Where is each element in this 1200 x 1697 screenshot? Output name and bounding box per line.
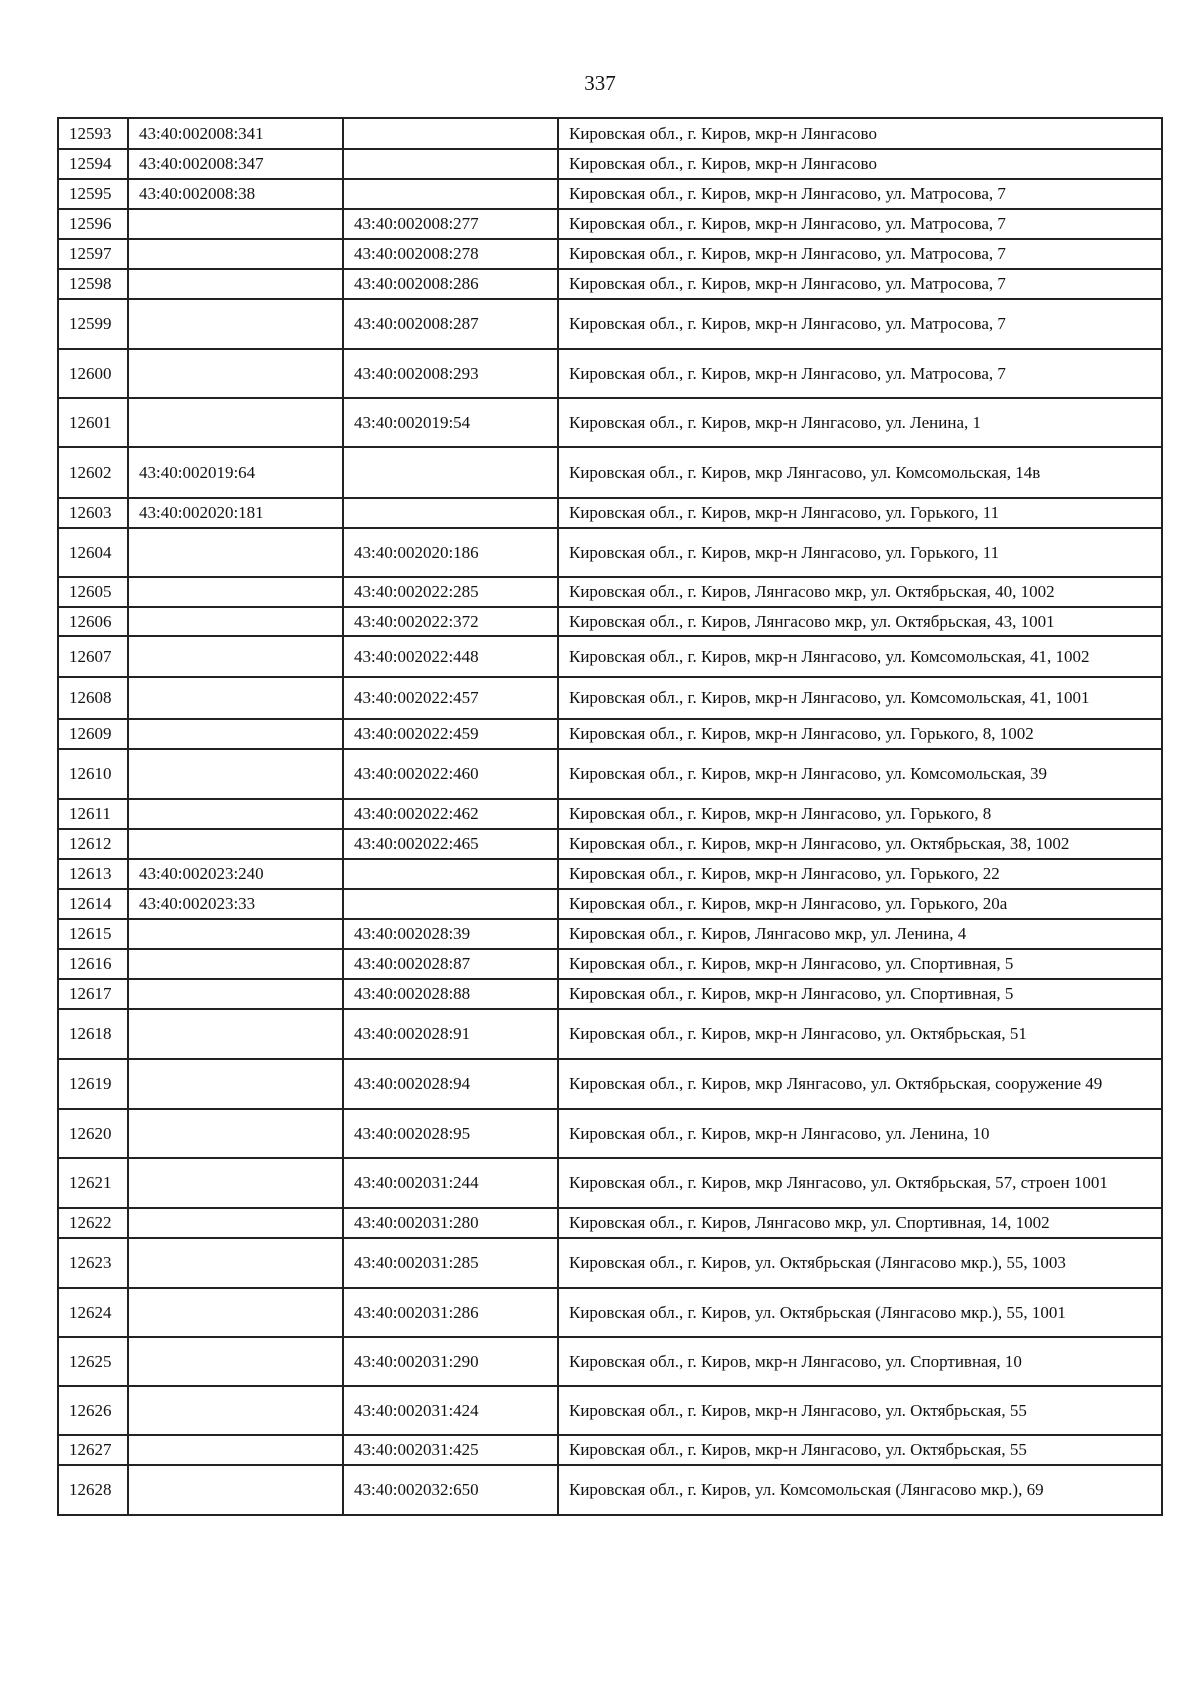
address-cell: Кировская обл., г. Киров, мкр-н Лянгасово, ул. Октябрьская, 55	[558, 1435, 1162, 1465]
table-row	[58, 239, 1162, 269]
row-number-cell: 12603	[58, 498, 128, 528]
object-cadastral-number-cell: 43:40:002028:91	[343, 1009, 558, 1059]
parcel-cadastral-number-cell	[128, 1465, 343, 1515]
address-cell: Кировская обл., г. Киров, мкр-н Лянгасово, ул. Спортивная, 10	[558, 1337, 1162, 1386]
table-row	[58, 269, 1162, 299]
object-cadastral-number-cell: 43:40:002028:95	[343, 1109, 558, 1158]
parcel-cadastral-number-cell	[128, 919, 343, 949]
parcel-cadastral-number-cell	[128, 1238, 343, 1288]
parcel-cadastral-number-cell	[128, 1337, 343, 1386]
row-number-cell: 12607	[58, 636, 128, 677]
table-row	[58, 677, 1162, 719]
object-cadastral-number-cell	[343, 447, 558, 498]
object-cadastral-number-cell	[343, 859, 558, 889]
row-number-cell: 12617	[58, 979, 128, 1009]
object-cadastral-number-cell: 43:40:002028:39	[343, 919, 558, 949]
address-cell: Кировская обл., г. Киров, мкр-н Лянгасово, ул. Матросова, 7	[558, 239, 1162, 269]
table-row	[58, 636, 1162, 677]
object-cadastral-number-cell: 43:40:002008:277	[343, 209, 558, 239]
address-cell: Кировская обл., г. Киров, Лянгасово мкр, ул. Октябрьская, 43, 1001	[558, 607, 1162, 636]
table-row	[58, 398, 1162, 447]
object-cadastral-number-cell	[343, 179, 558, 209]
row-number-cell: 12628	[58, 1465, 128, 1515]
address-cell: Кировская обл., г. Киров, мкр-н Лянгасово, ул. Спортивная, 5	[558, 949, 1162, 979]
row-number-cell: 12611	[58, 799, 128, 829]
table-row	[58, 149, 1162, 179]
object-cadastral-number-cell: 43:40:002028:88	[343, 979, 558, 1009]
table-row	[58, 829, 1162, 859]
address-cell: Кировская обл., г. Киров, Лянгасово мкр, ул. Спортивная, 14, 1002	[558, 1208, 1162, 1238]
address-cell: Кировская обл., г. Киров, мкр-н Лянгасово, ул. Комсомольская, 41, 1002	[558, 636, 1162, 677]
parcel-cadastral-number-cell	[128, 607, 343, 636]
parcel-cadastral-number-cell: 43:40:002020:181	[128, 498, 343, 528]
object-cadastral-number-cell: 43:40:002028:94	[343, 1059, 558, 1109]
object-cadastral-number-cell: 43:40:002031:424	[343, 1386, 558, 1435]
row-number-cell: 12597	[58, 239, 128, 269]
table-row	[58, 1059, 1162, 1109]
table-row	[58, 299, 1162, 349]
row-number-cell: 12609	[58, 719, 128, 749]
table-row	[58, 859, 1162, 889]
object-cadastral-number-cell: 43:40:002031:280	[343, 1208, 558, 1238]
parcel-cadastral-number-cell	[128, 239, 343, 269]
row-number-cell: 12615	[58, 919, 128, 949]
parcel-cadastral-number-cell	[128, 829, 343, 859]
address-cell: Кировская обл., г. Киров, мкр-н Лянгасово, ул. Матросова, 7	[558, 349, 1162, 398]
parcel-cadastral-number-cell: 43:40:002008:341	[128, 118, 343, 149]
row-number-cell: 12596	[58, 209, 128, 239]
table-row	[58, 577, 1162, 607]
table-row	[58, 1238, 1162, 1288]
parcel-cadastral-number-cell	[128, 1158, 343, 1208]
object-cadastral-number-cell: 43:40:002031:244	[343, 1158, 558, 1208]
address-cell: Кировская обл., г. Киров, Лянгасово мкр, ул. Ленина, 4	[558, 919, 1162, 949]
parcel-cadastral-number-cell	[128, 269, 343, 299]
address-cell: Кировская обл., г. Киров, мкр-н Лянгасово, ул. Комсомольская, 39	[558, 749, 1162, 799]
address-cell: Кировская обл., г. Киров, мкр-н Лянгасово, ул. Спортивная, 5	[558, 979, 1162, 1009]
object-cadastral-number-cell: 43:40:002008:287	[343, 299, 558, 349]
parcel-cadastral-number-cell	[128, 1288, 343, 1337]
object-cadastral-number-cell: 43:40:002028:87	[343, 949, 558, 979]
parcel-cadastral-number-cell	[128, 209, 343, 239]
parcel-cadastral-number-cell	[128, 1109, 343, 1158]
table-row	[58, 1009, 1162, 1059]
row-number-cell: 12608	[58, 677, 128, 719]
address-cell: Кировская обл., г. Киров, мкр-н Лянгасово, ул. Октябрьская, 38, 1002	[558, 829, 1162, 859]
row-number-cell: 12619	[58, 1059, 128, 1109]
address-cell: Кировская обл., г. Киров, мкр-н Лянгасово, ул. Октябрьская, 55	[558, 1386, 1162, 1435]
parcel-cadastral-number-cell	[128, 528, 343, 577]
row-number-cell: 12624	[58, 1288, 128, 1337]
row-number-cell: 12625	[58, 1337, 128, 1386]
row-number-cell: 12623	[58, 1238, 128, 1288]
table-row	[58, 498, 1162, 528]
object-cadastral-number-cell: 43:40:002031:285	[343, 1238, 558, 1288]
row-number-cell: 12593	[58, 118, 128, 149]
parcel-cadastral-number-cell	[128, 799, 343, 829]
row-number-cell: 12627	[58, 1435, 128, 1465]
parcel-cadastral-number-cell	[128, 1059, 343, 1109]
parcel-cadastral-number-cell	[128, 1208, 343, 1238]
address-cell: Кировская обл., г. Киров, ул. Октябрьская (Лянгасово мкр.), 55, 1003	[558, 1238, 1162, 1288]
address-cell: Кировская обл., г. Киров, мкр-н Лянгасово, ул. Комсомольская, 41, 1001	[558, 677, 1162, 719]
address-cell: Кировская обл., г. Киров, мкр-н Лянгасово, ул. Ленина, 1	[558, 398, 1162, 447]
row-number-cell: 12610	[58, 749, 128, 799]
parcel-cadastral-number-cell	[128, 349, 343, 398]
parcel-cadastral-number-cell: 43:40:002008:38	[128, 179, 343, 209]
row-number-cell: 12621	[58, 1158, 128, 1208]
object-cadastral-number-cell: 43:40:002031:286	[343, 1288, 558, 1337]
object-cadastral-number-cell: 43:40:002022:372	[343, 607, 558, 636]
row-number-cell: 12626	[58, 1386, 128, 1435]
object-cadastral-number-cell: 43:40:002031:425	[343, 1435, 558, 1465]
address-cell: Кировская обл., г. Киров, мкр Лянгасово, ул. Комсомольская, 14в	[558, 447, 1162, 498]
address-cell: Кировская обл., г. Киров, мкр-н Лянгасово, ул. Матросова, 7	[558, 299, 1162, 349]
row-number-cell: 12616	[58, 949, 128, 979]
row-number-cell: 12595	[58, 179, 128, 209]
table-row	[58, 799, 1162, 829]
object-cadastral-number-cell: 43:40:002022:460	[343, 749, 558, 799]
row-number-cell: 12618	[58, 1009, 128, 1059]
table-row	[58, 749, 1162, 799]
parcel-cadastral-number-cell	[128, 677, 343, 719]
page-number: 337	[584, 71, 616, 95]
parcel-cadastral-number-cell	[128, 299, 343, 349]
object-cadastral-number-cell	[343, 889, 558, 919]
parcel-cadastral-number-cell	[128, 979, 343, 1009]
table-row	[58, 1288, 1162, 1337]
table-row	[58, 349, 1162, 398]
parcel-cadastral-number-cell	[128, 1386, 343, 1435]
address-cell: Кировская обл., г. Киров, мкр-н Лянгасово	[558, 118, 1162, 149]
row-number-cell: 12601	[58, 398, 128, 447]
parcel-cadastral-number-cell	[128, 949, 343, 979]
address-cell: Кировская обл., г. Киров, мкр Лянгасово, ул. Октябрьская, 57, строен 1001	[558, 1158, 1162, 1208]
table-row	[58, 919, 1162, 949]
object-cadastral-number-cell: 43:40:002008:293	[343, 349, 558, 398]
row-number-cell: 12614	[58, 889, 128, 919]
parcel-cadastral-number-cell	[128, 1435, 343, 1465]
address-cell: Кировская обл., г. Киров, мкр-н Лянгасово, ул. Матросова, 7	[558, 269, 1162, 299]
table-row	[58, 1337, 1162, 1386]
table-row	[58, 1208, 1162, 1238]
address-cell: Кировская обл., г. Киров, ул. Октябрьская (Лянгасово мкр.), 55, 1001	[558, 1288, 1162, 1337]
object-cadastral-number-cell: 43:40:002019:54	[343, 398, 558, 447]
object-cadastral-number-cell: 43:40:002008:286	[343, 269, 558, 299]
table-row	[58, 1435, 1162, 1465]
row-number-cell: 12606	[58, 607, 128, 636]
row-number-cell: 12605	[58, 577, 128, 607]
table-row	[58, 889, 1162, 919]
object-cadastral-number-cell: 43:40:002008:278	[343, 239, 558, 269]
table-row	[58, 607, 1162, 636]
table-row	[58, 209, 1162, 239]
object-cadastral-number-cell: 43:40:002022:465	[343, 829, 558, 859]
row-number-cell: 12600	[58, 349, 128, 398]
address-cell: Кировская обл., г. Киров, ул. Комсомольская (Лянгасово мкр.), 69	[558, 1465, 1162, 1515]
parcel-cadastral-number-cell: 43:40:002008:347	[128, 149, 343, 179]
row-number-cell: 12599	[58, 299, 128, 349]
table-row	[58, 979, 1162, 1009]
object-cadastral-number-cell: 43:40:002022:457	[343, 677, 558, 719]
table-row	[58, 528, 1162, 577]
row-number-cell: 12598	[58, 269, 128, 299]
parcel-cadastral-number-cell	[128, 749, 343, 799]
address-cell: Кировская обл., г. Киров, мкр-н Лянгасово, ул. Матросова, 7	[558, 209, 1162, 239]
object-cadastral-number-cell: 43:40:002022:285	[343, 577, 558, 607]
address-cell: Кировская обл., г. Киров, Лянгасово мкр, ул. Октябрьская, 40, 1002	[558, 577, 1162, 607]
parcel-cadastral-number-cell	[128, 636, 343, 677]
parcel-cadastral-number-cell: 43:40:002023:240	[128, 859, 343, 889]
address-cell: Кировская обл., г. Киров, мкр-н Лянгасово, ул. Матросова, 7	[558, 179, 1162, 209]
object-cadastral-number-cell: 43:40:002022:459	[343, 719, 558, 749]
row-number-cell: 12620	[58, 1109, 128, 1158]
object-cadastral-number-cell	[343, 498, 558, 528]
address-cell: Кировская обл., г. Киров, мкр-н Лянгасово, ул. Октябрьская, 51	[558, 1009, 1162, 1059]
object-cadastral-number-cell: 43:40:002022:448	[343, 636, 558, 677]
table-row	[58, 1386, 1162, 1435]
row-number-cell: 12602	[58, 447, 128, 498]
table-row	[58, 1465, 1162, 1515]
parcel-cadastral-number-cell	[128, 398, 343, 447]
parcel-cadastral-number-cell	[128, 577, 343, 607]
row-number-cell: 12612	[58, 829, 128, 859]
object-cadastral-number-cell: 43:40:002022:462	[343, 799, 558, 829]
address-cell: Кировская обл., г. Киров, мкр-н Лянгасово, ул. Горького, 8	[558, 799, 1162, 829]
address-cell: Кировская обл., г. Киров, мкр-н Лянгасово, ул. Горького, 22	[558, 859, 1162, 889]
address-cell: Кировская обл., г. Киров, мкр-н Лянгасово, ул. Горького, 8, 1002	[558, 719, 1162, 749]
table-row	[58, 1158, 1162, 1208]
table-row	[58, 949, 1162, 979]
row-number-cell: 12594	[58, 149, 128, 179]
parcel-cadastral-number-cell: 43:40:002019:64	[128, 447, 343, 498]
table-row	[58, 719, 1162, 749]
address-cell: Кировская обл., г. Киров, мкр-н Лянгасово	[558, 149, 1162, 179]
address-cell: Кировская обл., г. Киров, мкр Лянгасово, ул. Октябрьская, сооружение 49	[558, 1059, 1162, 1109]
parcel-cadastral-number-cell	[128, 719, 343, 749]
table-row	[58, 447, 1162, 498]
registry-table-body	[58, 118, 1162, 1515]
object-cadastral-number-cell: 43:40:002020:186	[343, 528, 558, 577]
table-row	[58, 179, 1162, 209]
address-cell: Кировская обл., г. Киров, мкр-н Лянгасово, ул. Горького, 11	[558, 498, 1162, 528]
parcel-cadastral-number-cell	[128, 1009, 343, 1059]
object-cadastral-number-cell	[343, 149, 558, 179]
object-cadastral-number-cell	[343, 118, 558, 149]
object-cadastral-number-cell: 43:40:002032:650	[343, 1465, 558, 1515]
table-row	[58, 1109, 1162, 1158]
row-number-cell: 12622	[58, 1208, 128, 1238]
row-number-cell: 12613	[58, 859, 128, 889]
object-cadastral-number-cell: 43:40:002031:290	[343, 1337, 558, 1386]
address-cell: Кировская обл., г. Киров, мкр-н Лянгасово, ул. Ленина, 10	[558, 1109, 1162, 1158]
row-number-cell: 12604	[58, 528, 128, 577]
registry-table	[57, 117, 1163, 1516]
address-cell: Кировская обл., г. Киров, мкр-н Лянгасово, ул. Горького, 20а	[558, 889, 1162, 919]
address-cell: Кировская обл., г. Киров, мкр-н Лянгасово, ул. Горького, 11	[558, 528, 1162, 577]
table-row	[58, 118, 1162, 149]
parcel-cadastral-number-cell: 43:40:002023:33	[128, 889, 343, 919]
